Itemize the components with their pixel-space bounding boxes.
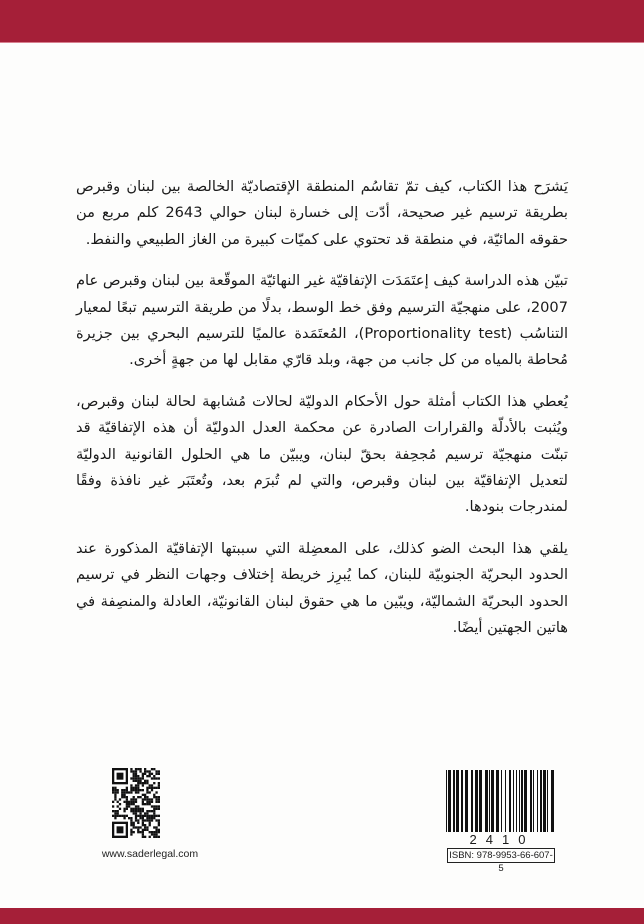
publisher-website: www.saderlegal.com bbox=[101, 848, 199, 860]
paragraph-4: يلقي هذا البحث الضو كذلك، على المعضِلة التي سببتها الإتفاقيّة المذكورة عند الحدود البحريّة الجنوبيّة للبنان، كما يُبرِز خريطة إختلاف وجهات النظر في ترسيم الحدود البحريّة الشماليّة، ويبّين ما هي حقوق لبنان القانونيّة، العادلة والمنصِفة في هاتين الجهتين أيضًا. bbox=[76, 539, 568, 637]
back-cover-blurb bbox=[76, 174, 568, 657]
top-color-band bbox=[0, 0, 644, 43]
barcode-icon bbox=[445, 770, 559, 832]
paragraph-3: يُعطي هذا الكتاب أمثلة حول الأحكام الدوليّة لحالات مُشابهة لحالة لبنان وقبرص، ويُثبت بالأدلّة والقرارات الصادرة عن محكمة العدل الدوليّة أن هذه الإتفاقيّة قد تبنّت منهجيّة ترسيم مُجحِفة بحقّ لبنان، ويبيّن ما هي الحلول القانونية الدوليّة لتعديل الإتفاقيّة بين لبنان وقبرص، والتي لم تُبرَم بعد، وتُعتَبَر غير نافذة وفقًا لمندرجات بنودها. bbox=[76, 392, 568, 516]
barcode-digits: 2410 bbox=[469, 832, 535, 847]
bottom-color-band bbox=[0, 908, 644, 924]
isbn-label: ISBN: 978-9953-66-607-5 bbox=[447, 848, 555, 863]
paragraph-2: تبيّن هذه الدراسة كيف إعتَمَدَت الإتفاقيّة غير النهائيّة الموقّعة بين لبنان وقبرص عام 2007، على منهجيّة الترسيم وفق خط الوسط، بدلًا من طريقة الترسيم تبعًا لمعيار التناسُب (Proportionality test)، المُعتَمَدة عالميًا للترسيم البحري بين جزيرة مُحاطة بالمياه من كل جانب من جهة، وبلد قارّي مقابل لها من جهةٍ أخرى. bbox=[76, 272, 568, 369]
qr-code-icon bbox=[112, 768, 160, 838]
paragraph-1: يَشرَح هذا الكتاب، كيف تمّ تقاسُم المنطقة الإقتصاديّة الخالصة بين لبنان وقبرص بطريقة ترسيم غير صحيحة، أدّت إلى خسارة لبنان حوالي 2643 كلم مربع من حقوقه المائيّة، في منطقة قد تحتوي على كميّات كبيرة من الغاز الطبيعي والنفط. bbox=[76, 178, 568, 248]
